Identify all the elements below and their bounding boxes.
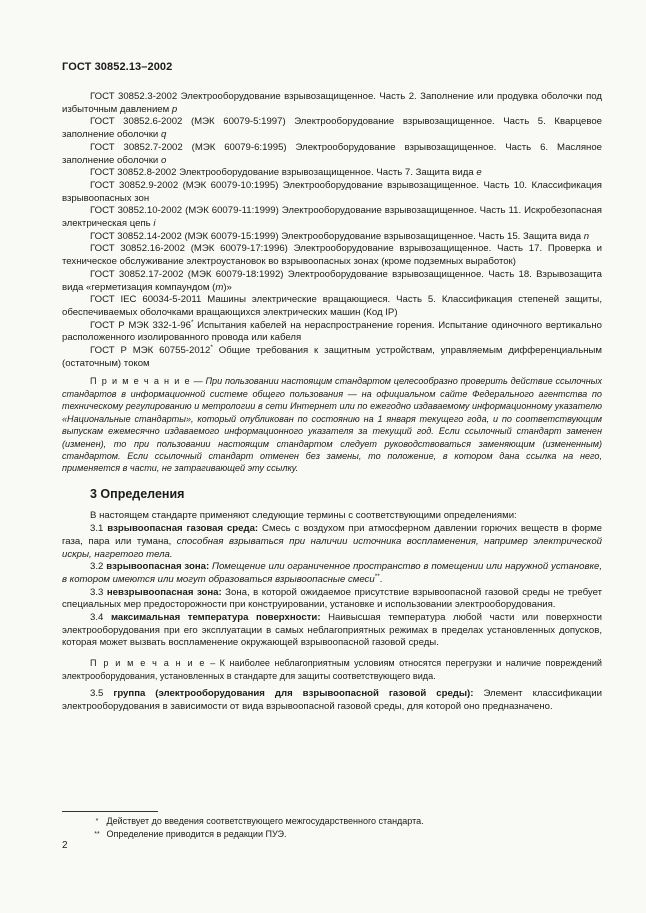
reference-item: ГОСТ 30852.16-2002 (МЭК 60079-17:1996) Электрооборудование взрывозащищенное. Часть 17. Проверка и техническое обслуживание электроустановок во взрывоопасных зонах (кроме подземных выработок) bbox=[62, 243, 602, 268]
definition-note: П р и м е ч а н и е – К наиболее неблагоприятным условиям относятся перегрузки и наличие повреждений электрооборудования, установленных в стандарте для защиты соответствующего вида. bbox=[62, 658, 602, 681]
reference-item: ГОСТ 30852.14-2002 (МЭК 60079-15:1999) Электрооборудование взрывозащищенное. Часть 15. Защита вида n bbox=[90, 230, 590, 242]
page-header: ГОСТ 30852.13–2002 bbox=[62, 61, 173, 73]
definition-3-4: 3.4 максимальная температура поверхности: Наивысшая температура любой части или поверхности электрооборудования при его эксплуатации в самых неблагоприятных режимах в пределах установленных допусков, которая может вызвать воспламенение окружающей взрывоопасной газовой среды. bbox=[62, 612, 602, 649]
reference-item: ГОСТ IEC 60034-5-2011 Машины электрические вращающиеся. Часть 5. Классификация степеней защиты, обеспечиваемых оболочками вращающихся электрических машин (Код IP) bbox=[62, 294, 602, 318]
reference-note: П р и м е ч а н и е — При пользовании настоящим стандартом целесообразно проверить действие ссылочных стандартов в информационной системе общего пользования — на официальном сайте Федерального агентства по техническому регулированию и метрологии в сети Интернет или по ежегодно издаваемому информационному указателю «Национальные стандарты», который опубликован по состоянию на 1 января текущего года, и по соответствующим выпускам ежемесячно издаваемого информационного указателя за текущий год. Если ссылочный стандарт заменен (изменен), то при пользовании настоящим стандартом следует руководствоваться заменяющим (измененным) стандартом. Если ссылочный стандарт отменен без замены, то положение, в котором дана ссылка на него, применяется в части, не затрагивающей эту ссылку. bbox=[62, 376, 602, 474]
section-title: 3 Определения bbox=[90, 486, 185, 501]
reference-item: ГОСТ 30852.7-2002 (МЭК 60079-6:1995) Электрооборудование взрывозащищенное. Часть 6. Масляное заполнение оболочки o bbox=[62, 141, 602, 166]
document-body bbox=[62, 91, 602, 713]
footnote-divider bbox=[62, 811, 158, 812]
reference-item: ГОСТ 30852.8-2002 Электрооборудование взрывозащищенное. Часть 7. Защита вида e bbox=[90, 167, 482, 179]
reference-item: ГОСТ Р МЭК 60755-2012* Общие требования к защитным устройствам, управляемым дифференциальным (остаточным) током bbox=[62, 343, 602, 369]
footnote-item: * Действует до введения соответствующего межгосударственного стандарта. bbox=[95, 816, 424, 826]
reference-item: ГОСТ 30852.9-2002 (МЭК 60079-10:1995) Электрооборудование взрывозащищенное. Часть 10. Классификация взрывоопасных зон bbox=[62, 179, 602, 204]
reference-item: ГОСТ 30852.3-2002 Электрооборудование взрывозащищенное. Часть 2. Заполнение или продувка оболочки под избыточным давлением p bbox=[62, 91, 602, 115]
definition-3-5: 3.5 группа (электрооборудования для взрывоопасной газовой среды): Элемент классификации электрооборудования в зависимости от вида взрывоопасной газовой среды, для которой оно предназначено. bbox=[62, 687, 602, 712]
page-number: 2 bbox=[62, 840, 68, 851]
reference-item: ГОСТ 30852.17-2002 (МЭК 60079-18:1992) Электрооборудование взрывозащищенное. Часть 18. Взрывозащита вида «герметизация компаундом (m)» bbox=[62, 268, 602, 293]
definition-3-3: 3.3 невзрывоопасная зона: Зона, в которой ожидаемое присутствие взрывоопасной газовой среды не требует специальных мер предосторожности при конструировании, установке и использовании электрооборудования. bbox=[62, 586, 602, 611]
definition-3-2: 3.2 взрывоопасная зона: Помещение или ограниченное пространство в помещении или наружной установке, в котором имеются или могут образоваться взрывоопасные смеси**. bbox=[62, 561, 602, 585]
definition-3-1: 3.1 взрывоопасная газовая среда: Смесь с воздухом при атмосферном давлении горючих веществ в форме газа, пара или тумана, способная взрываться при наличии источника воспламенения, например электрической искры, нагретого тела. bbox=[62, 523, 602, 560]
reference-item: ГОСТ Р МЭК 332-1-96* Испытания кабелей на нераспространение горения. Испытание одиночного вертикально расположенного изолированного провода или кабеля bbox=[62, 318, 602, 344]
footnote-item: ** Определение приводится в редакции ПУЭ. bbox=[94, 829, 287, 839]
section-intro: В настоящем стандарте применяют следующие термины с соответствующими определениями: bbox=[90, 510, 517, 522]
footnotes bbox=[90, 815, 424, 841]
reference-item: ГОСТ 30852.10-2002 (МЭК 60079-11:1999) Электрооборудование взрывозащищенное. Часть 11. Искробезопасная электрическая цепь i bbox=[62, 205, 602, 230]
reference-item: ГОСТ 30852.6-2002 (МЭК 60079-5:1997) Электрооборудование взрывозащищенное. Часть 5. Кварцевое заполнение оболочки q bbox=[62, 116, 602, 141]
